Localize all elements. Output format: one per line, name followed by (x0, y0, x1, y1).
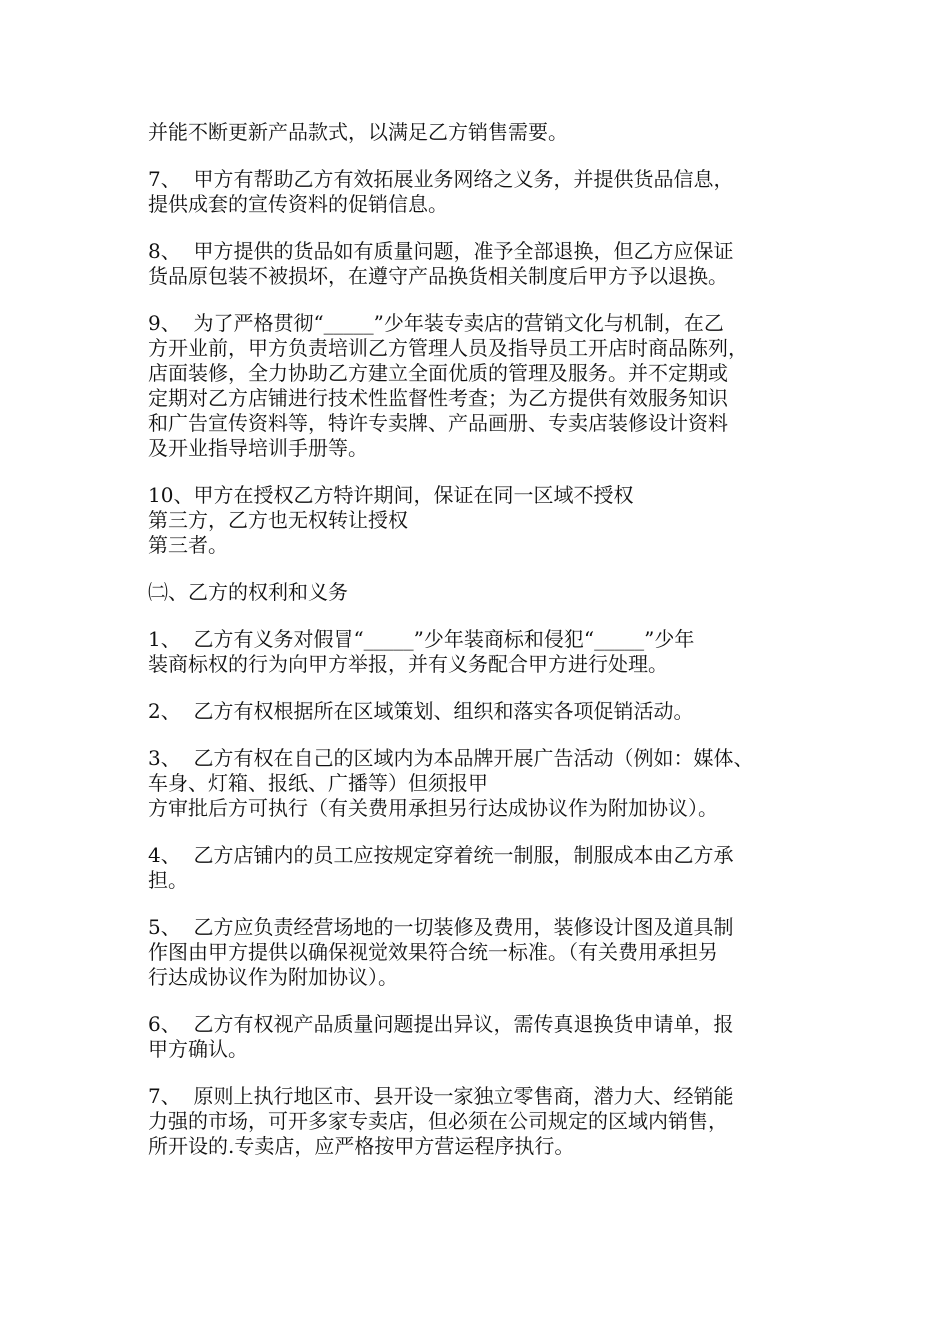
text-line: 10、甲方在授权乙方特许期间，保证在同一区域不授权 (148, 483, 634, 507)
paragraph-party-b-4 (148, 843, 848, 893)
paragraph-party-a-10 (148, 483, 848, 558)
text-line: 力强的市场，可开多家专卖店，但必须在公司规定的区域内销售， (148, 1109, 728, 1133)
text-line: 和广告宣传资料等，特许专卖牌、产品画册、专卖店装修设计资料 (148, 411, 728, 435)
text-line: 4、 乙方店铺内的员工应按规定穿着统一制服，制服成本由乙方承 (148, 843, 734, 867)
text-line: 7、 甲方有帮助乙方有效拓展业务网络之义务，并提供货品信息， (148, 167, 734, 191)
paragraph-party-b-2 (148, 699, 848, 724)
section-heading (148, 580, 848, 605)
text-line: 担。 (148, 868, 188, 892)
document-body (148, 120, 848, 1181)
text-line: 装商标权的行为向甲方举报，并有义务配合甲方进行处理。 (148, 652, 668, 676)
text-line: 6、 乙方有权视产品质量问题提出异议，需传真退换货申请单，报 (148, 1012, 734, 1036)
text-line: ㈡、乙方的权利和义务 (148, 580, 348, 604)
text-line: 1、 乙方有义务对假冒“_____”少年装商标和侵犯“_____”少年 (148, 627, 695, 651)
text-line: 并能不断更新产品款式，以满足乙方销售需要。 (148, 120, 568, 144)
text-line: 5、 乙方应负责经营场地的一切装修及费用，装修设计图及道具制 (148, 915, 734, 939)
paragraph-continuation (148, 120, 848, 145)
paragraph-party-b-5 (148, 915, 848, 990)
text-line: 店面装修，全力协助乙方建立全面优质的管理及服务。并不定期或 (148, 361, 728, 385)
paragraph-party-b-3 (148, 746, 848, 821)
text-line: 提供成套的宣传资料的促销信息。 (148, 192, 448, 216)
text-line: 8、 甲方提供的货品如有质量问题，准予全部退换，但乙方应保证 (148, 239, 734, 263)
text-line: 车身、灯箱、报纸、广播等）但须报甲 (148, 771, 488, 795)
text-line: 货品原包装不被损坏，在遵守产品换货相关制度后甲方予以退换。 (148, 264, 728, 288)
text-line: 所开设的.专卖店，应严格按甲方营运程序执行。 (148, 1134, 575, 1158)
text-line: 3、 乙方有权在自己的区域内为本品牌开展广告活动（例如：媒体、 (148, 746, 754, 770)
paragraph-party-a-7 (148, 167, 848, 217)
paragraph-party-b-7 (148, 1084, 848, 1159)
text-line: 行达成协议作为附加协议）。 (148, 965, 398, 989)
paragraph-party-b-1 (148, 627, 848, 677)
paragraph-party-a-8 (148, 239, 848, 289)
text-line: 2、 乙方有权根据所在区域策划、组织和落实各项促销活动。 (148, 699, 694, 723)
paragraph-party-b-6 (148, 1012, 848, 1062)
text-line: 及开业指导培训手册等。 (148, 436, 368, 460)
text-line: 方审批后方可执行（有关费用承担另行达成协议作为附加协议）。 (148, 796, 718, 820)
text-line: 方开业前，甲方负责培训乙方管理人员及指导员工开店时商品陈列， (148, 336, 748, 360)
text-line: 第三方，乙方也无权转让授权 (148, 508, 408, 532)
text-line: 9、 为了严格贯彻“_____”少年装专卖店的营销文化与机制，在乙 (148, 311, 724, 335)
paragraph-party-a-9 (148, 311, 848, 461)
text-line: 7、 原则上执行地区市、县开设一家独立零售商，潜力大、经销能 (148, 1084, 734, 1108)
text-line: 定期对乙方店铺进行技术性监督性考查；为乙方提供有效服务知识 (148, 386, 728, 410)
text-line: 甲方确认。 (148, 1037, 248, 1061)
text-line: 第三者。 (148, 533, 228, 557)
text-line: 作图由甲方提供以确保视觉效果符合统一标准。（有关费用承担另 (148, 940, 718, 964)
